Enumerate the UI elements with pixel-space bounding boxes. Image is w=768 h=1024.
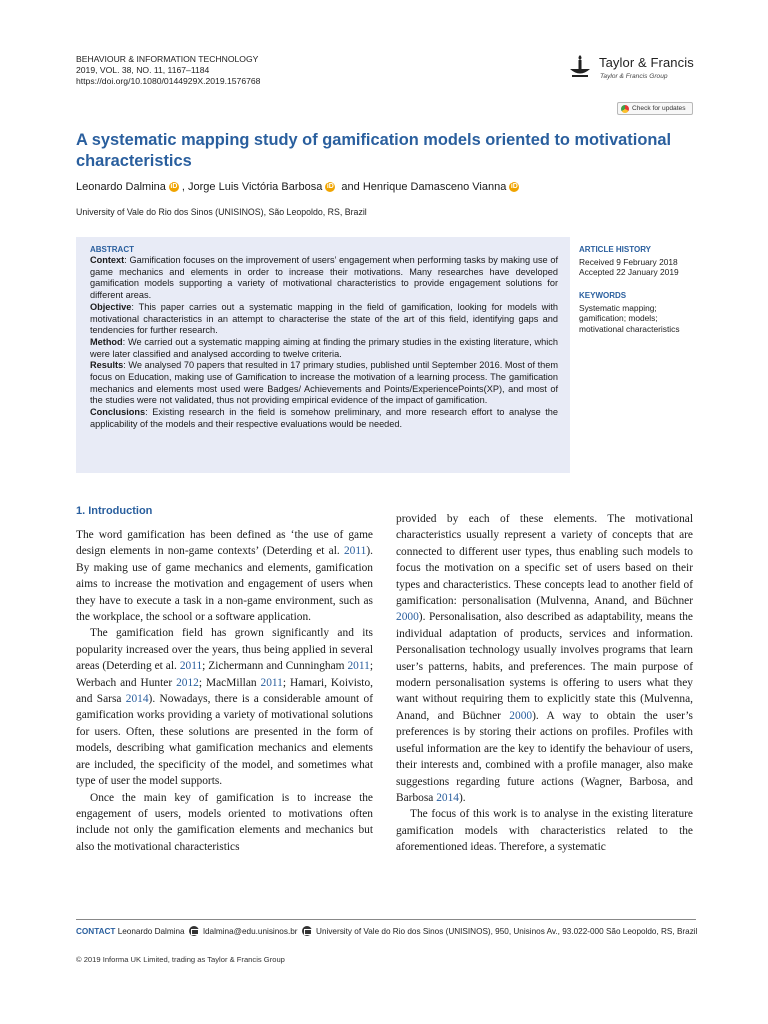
citation-link[interactable]: 2012 bbox=[176, 676, 199, 689]
email-icon bbox=[189, 926, 199, 936]
contact-address: University of Vale do Rio dos Sinos (UNISINOS), 950, Unisinos Av., 93.022-000 São Leopoldo, RS, Brazil bbox=[313, 927, 698, 936]
abstract-objective: Objective: This paper carries out a systematic mapping in the field of gamification, looking for models with motivational characteristics in an attempt to characterise the state of the art of this field, identifying gaps and tendencies for further research. bbox=[90, 301, 558, 336]
address-icon bbox=[302, 926, 312, 936]
paragraph: Once the main key of gamification is to increase the engagement of users, models oriented to motivations often include not only the gamification elements and mechanics but also the motivational characteristics bbox=[76, 791, 373, 853]
journal-name: BEHAVIOUR & INFORMATION TECHNOLOGY bbox=[76, 54, 259, 64]
abstract-context: Context: Gamification focuses on the improvement of users’ engagement when performing tasks by making use of game mechanics and elements in order to increase their motivations. Many researches have developed gamification models supporting a variety of motivational characteristics to provide engagement solutions for different areas. bbox=[90, 255, 558, 301]
abstract-conclusions: Conclusions: Existing research in the field is somehow preliminary, and more research effort to analyse the applicability of the models and their respective evaluations would be needed. bbox=[90, 407, 558, 429]
orcid-icon[interactable]: iD bbox=[170, 183, 178, 191]
footer-divider bbox=[76, 919, 696, 920]
article-history bbox=[579, 245, 699, 278]
paragraph: The word gamification has been defined as ‘the use of game design elements in non-game contexts’ (Deterding et al. 2011). By making use of game mechanics and elements, gamification aims to increase the motivation and engagement of users when they have to execute a task in a non-game environment, such as the workplace, the school or a software application. bbox=[76, 529, 373, 624]
orcid-icon[interactable]: iD bbox=[326, 183, 334, 191]
citation-link[interactable]: 2000 bbox=[396, 611, 419, 624]
check-for-updates-button[interactable] bbox=[617, 102, 693, 115]
author-separator: , bbox=[181, 181, 185, 194]
doi-link[interactable]: https://doi.org/10.1080/0144929X.2019.1576768 bbox=[76, 76, 261, 86]
affiliation: University of Vale do Rio dos Sinos (UNISINOS), São Leopoldo, RS, Brazil bbox=[76, 207, 367, 217]
orcid-icon[interactable]: iD bbox=[510, 183, 518, 191]
keywords bbox=[579, 291, 699, 334]
citation-link[interactable]: 2014 bbox=[436, 791, 459, 804]
journal-volume: 2019, VOL. 38, NO. 11, 1167–1184 bbox=[76, 65, 210, 75]
keywords-text: Systematic mapping; gamification; models; motivational characteristics bbox=[579, 302, 680, 334]
citation-link[interactable]: 2014 bbox=[125, 693, 149, 706]
publisher-group: Taylor & Francis Group bbox=[600, 73, 668, 80]
received-date: Received 9 February 2018 bbox=[579, 256, 678, 267]
paragraph: The focus of this work is to analyse in the existing literature gamification models with characteristics related to the aforementioned ideas. Therefore, a systematic bbox=[396, 808, 693, 854]
contact-label: CONTACT bbox=[76, 927, 116, 936]
contact-name: Leonardo Dalmina bbox=[115, 927, 187, 936]
contact-email[interactable]: ldalmina@edu.unisinos.br bbox=[200, 927, 300, 936]
author-list bbox=[76, 180, 522, 194]
paragraph: The gamification field has grown significantly and its popularity increased over the years, thus being applied in several areas (Deterding et al. 2011; Zichermann and Cunningham 2011; Werbach and Hunter 2012; MacMillan 2011; Hamari, Koivisto, and Sarsa 2014). Nowadays, there is a considerable amount of gamification works providing a variety of motivational solutions for users. Often, these solutions are presented in the form of models, describing what gamification mechanics and elements are included, the specificity of the model, and sometimes what type of user the model supports. bbox=[76, 627, 373, 788]
citation-link[interactable]: 2011 bbox=[343, 545, 367, 558]
accepted-date: Accepted 22 January 2019 bbox=[579, 267, 679, 278]
body-column-right bbox=[396, 511, 693, 856]
citation-link[interactable]: 2000 bbox=[509, 709, 533, 722]
abstract-method: Method: We carried out a systematic mapping aiming at finding the primary studies in the existing literature, which were later classified and analysed according to twelve criteria. bbox=[90, 336, 558, 359]
copyright: © 2019 Informa UK Limited, trading as Taylor & Francis Group bbox=[76, 955, 285, 964]
paragraph: provided by each of these elements. The motivational characteristics usually represent a variety of concepts that are connected to different user types, thus enabling such models to focus the motivation on a specific set of users based on their types and characteristics. These concepts lead to another field of gamification: personalisation (Mulvenna, Anand, and Büchner 2000). Personalisation, also described as adaptability, means the individual adaptation of products, services and information. Personalisation technology usually involves programs that learn user’s patterns, habits, and preferences. The main purpose of modern personalisation systems is offering to users what they want without requiring them to explicitly state this (Mulvenna, Anand, and Büchner 2000). A way to obtain the user’s preferences is by storing their actions on profiles. Profiles with useful information are the key to identify the behaviour of users, their interests and, combined with a profile manager, also make suggestions regarding future actions (Wagner, Barbosa, and Barbosa 2014). bbox=[396, 513, 693, 804]
citation-link[interactable]: 2011 bbox=[347, 660, 370, 673]
author-name[interactable]: Jorge Luis Victória Barbosa bbox=[188, 181, 323, 194]
article-history-label: ARTICLE HISTORY bbox=[579, 245, 652, 254]
article-title: A systematic mapping study of gamification models oriented to motivational characteristics bbox=[76, 131, 672, 170]
citation-link[interactable]: 2011 bbox=[179, 660, 203, 673]
abstract-results: Results: We analysed 70 papers that resulted in 17 primary studies, published until September 2016. Most of them focus on Education, making use of Gamification to increase the motivation of a learning process. The gamification mechanics and elements most used were Badges/ Achievements and Points/ExperiencePoints(XP), and most of the studies were not validated, thus not providing empirical evidence of the impact of gamification. bbox=[90, 360, 558, 406]
check-for-updates-label: Check for updates bbox=[632, 105, 686, 112]
crossmark-icon bbox=[621, 105, 629, 113]
citation-link[interactable]: 2011 bbox=[260, 676, 283, 689]
abstract-box bbox=[76, 237, 570, 473]
contact-info bbox=[76, 926, 700, 937]
journal-header bbox=[76, 54, 260, 87]
publisher-lamp-icon bbox=[566, 54, 594, 80]
abstract-text bbox=[90, 255, 558, 431]
publisher-name: Taylor & Francis bbox=[599, 55, 694, 70]
author-name[interactable]: Leonardo Dalmina bbox=[76, 181, 166, 194]
author-separator: and bbox=[341, 181, 360, 194]
abstract-label: ABSTRACT bbox=[90, 245, 134, 254]
body-column-left bbox=[76, 527, 373, 855]
section-heading: 1. Introduction bbox=[76, 505, 153, 517]
publisher-logo bbox=[566, 52, 706, 86]
keywords-label: KEYWORDS bbox=[579, 291, 627, 300]
author-name[interactable]: Henrique Damasceno Vianna bbox=[362, 181, 507, 194]
